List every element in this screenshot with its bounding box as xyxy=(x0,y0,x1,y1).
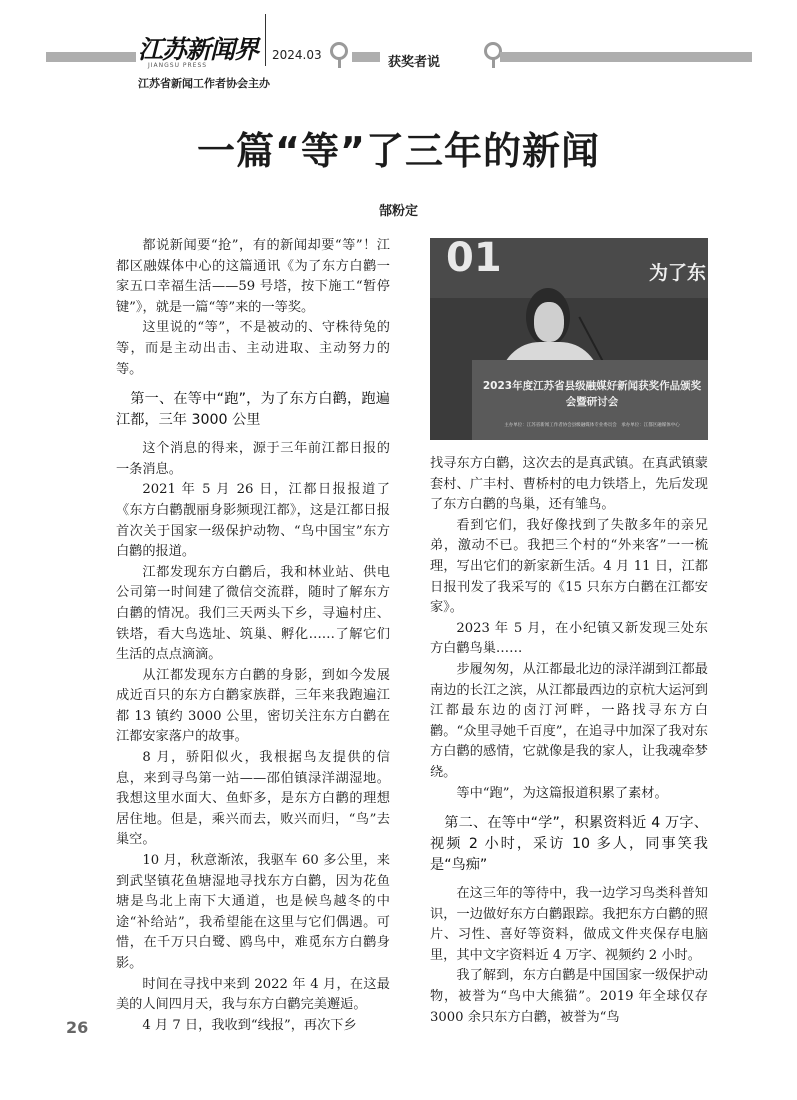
right-column xyxy=(430,454,708,1028)
paragraph: 8 月，骄阳似火，我根据鸟友提供的信息，来到寻鸟第一站——邵伯镇渌洋湖湿地。我想这里水面大、鱼虾多，是东方白鹳的理想居住地。但是，乘兴而去，败兴而归，“鸟”去巢空。 xyxy=(116,750,390,848)
left-column xyxy=(116,236,390,1036)
paragraph: 2021 年 5 月 26 日，江都日报报道了《东方白鹳靓丽身影频现江都》，这是江都日报首次关于国家一级保护动物、“鸟中国宝”东方白鹳的报道。 xyxy=(116,482,390,560)
paragraph: 看到它们，我好像找到了失散多年的亲兄弟，激动不已。我把三个村的“外来客”一一梳理，写出它们的新家新生活。4 月 11 日，江都日报刊发了我采写的《15 只东方白鹳在江都安家》。 xyxy=(430,517,708,616)
paragraph: 在这三年的等待中，我一边学习鸟类科普知识，一边做好东方白鹳跟踪。我把东方白鹳的照片、习性、喜好等资料，做成文件夹保存电脑里，其中文字资料近 4 万字、视频约 2 小时。 xyxy=(430,886,708,963)
header-bar-right xyxy=(500,52,752,62)
paragraph: 这个消息的得来，源于三年前江都日报的一条消息。 xyxy=(116,441,390,477)
magazine-logo: 江苏新闻界 xyxy=(138,35,259,64)
header-divider xyxy=(265,14,266,66)
article-title: 一篇“等”了三年的新闻 xyxy=(197,129,600,173)
screen-text: 为了东 xyxy=(648,262,706,284)
paragraph: 从江都发现东方白鹳的身影，到如今发展成近百只的东方白鹳家族群，三年来我跑遍江都 13 镇约 3000 公里，密切关注东方白鹳在江都安家落户的故事。 xyxy=(116,667,390,745)
paragraph: 我了解到，东方白鹳是中国国家一级保护动物，被誉为“鸟中大熊猫”。2019 年全球仅存 3000 余只东方白鹳，被誉为“鸟 xyxy=(430,968,708,1025)
paragraph: 江都发现东方白鹳后，我和林业站、供电公司第一时间建了微信交流群，随时了解东方白鹳的情况。我们三天两头下乡，寻遍村庄、铁塔，看大鸟选址、筑巢、孵化……了解它们生活的点点滴滴。 xyxy=(116,564,390,663)
section-label: 获奖者说 xyxy=(388,55,441,70)
map-pin-icon xyxy=(330,42,348,60)
magazine-latin-name: JIANGSU PRESS xyxy=(148,62,208,69)
paragraph: 都说新闻要“抢”，有的新闻却要“等”！江都区融媒体中心的这篇通讯《为了东方白鹳一家五口幸福生活——59 号塔，按下施工“暂停键”》，就是一篇“等”来的一等奖。 xyxy=(116,238,390,315)
paragraph: 10 月，秋意渐浓，我驱车 60 多公里，来到武坚镇花鱼塘湿地寻找东方白鹳，因为花鱼塘是鸟北上南下大通道，也是候鸟越冬的中途“补给站”，我希望能在这里与它们偶遇。可惜，在千万只白鹭、鸥鸟中，难觅东方白鹳身影。 xyxy=(116,853,390,971)
paragraph: 找寻东方白鹳，这次去的是真武镇。在真武镇蒙套村、广丰村、曹桥村的电力铁塔上，先后发现了东方白鹳的鸟巢，还有雏鸟。 xyxy=(430,456,708,513)
header-bar-left xyxy=(46,52,136,62)
paragraph: 4 月 7 日，我收到“线报”，再次下乡 xyxy=(142,1017,357,1033)
page-number: 26 xyxy=(66,1018,89,1037)
lectern-title: 2023年度江苏省县级融媒好新闻获奖作品颁奖会暨研讨会 xyxy=(482,380,702,408)
speaker-face xyxy=(534,302,564,342)
paragraph: 步履匆匆，从江都最北边的渌洋湖到江都最南边的长江之滨，从江都最西边的京杭大运河到江都最东边的卤汀河畔，一路找寻东方白鹳。“众里寻她千百度”，在追寻中加深了我对东方白鹳的感情，它就像是我的家人，让我魂牵梦绕。 xyxy=(430,661,708,780)
issue-number: 2024.03 xyxy=(272,48,322,62)
paragraph: 时间在寻找中来到 2022 年 4 月，在这最美的人间四月天，我与东方白鹳完美邂逅。 xyxy=(116,976,390,1013)
paragraph: 等中“跑”，为这篇报道积累了素材。 xyxy=(456,785,668,801)
screen-number: 01 xyxy=(446,238,502,281)
header-bar-mid xyxy=(352,52,380,62)
publisher-line: 江苏省新闻工作者协会主办 xyxy=(138,77,270,90)
section-heading: 第二、在等中“学”，积累资料近 4 万字、视频 2 小时，采访 10 多人，同事笑我是“鸟痴” xyxy=(430,815,708,874)
article-author: 郜粉定 xyxy=(378,204,418,219)
paragraph: 2023 年 5 月，在小纪镇又新发现三处东方白鹳鸟巢…… xyxy=(430,620,708,657)
speaker-photo xyxy=(430,238,708,440)
paragraph: 这里说的“等”，不是被动的、守株待兔的等，而是主动出击、主动进取、主动努力的等。 xyxy=(116,320,390,377)
lectern-organizers: 主办单位：江苏省新闻工作者协会县级融媒体专业委员会 承办单位：江都区融媒体中心 xyxy=(504,423,680,428)
section-heading: 第一、在等中“跑”，为了东方白鹳，跑遍江都，三年 3000 公里 xyxy=(116,391,390,429)
